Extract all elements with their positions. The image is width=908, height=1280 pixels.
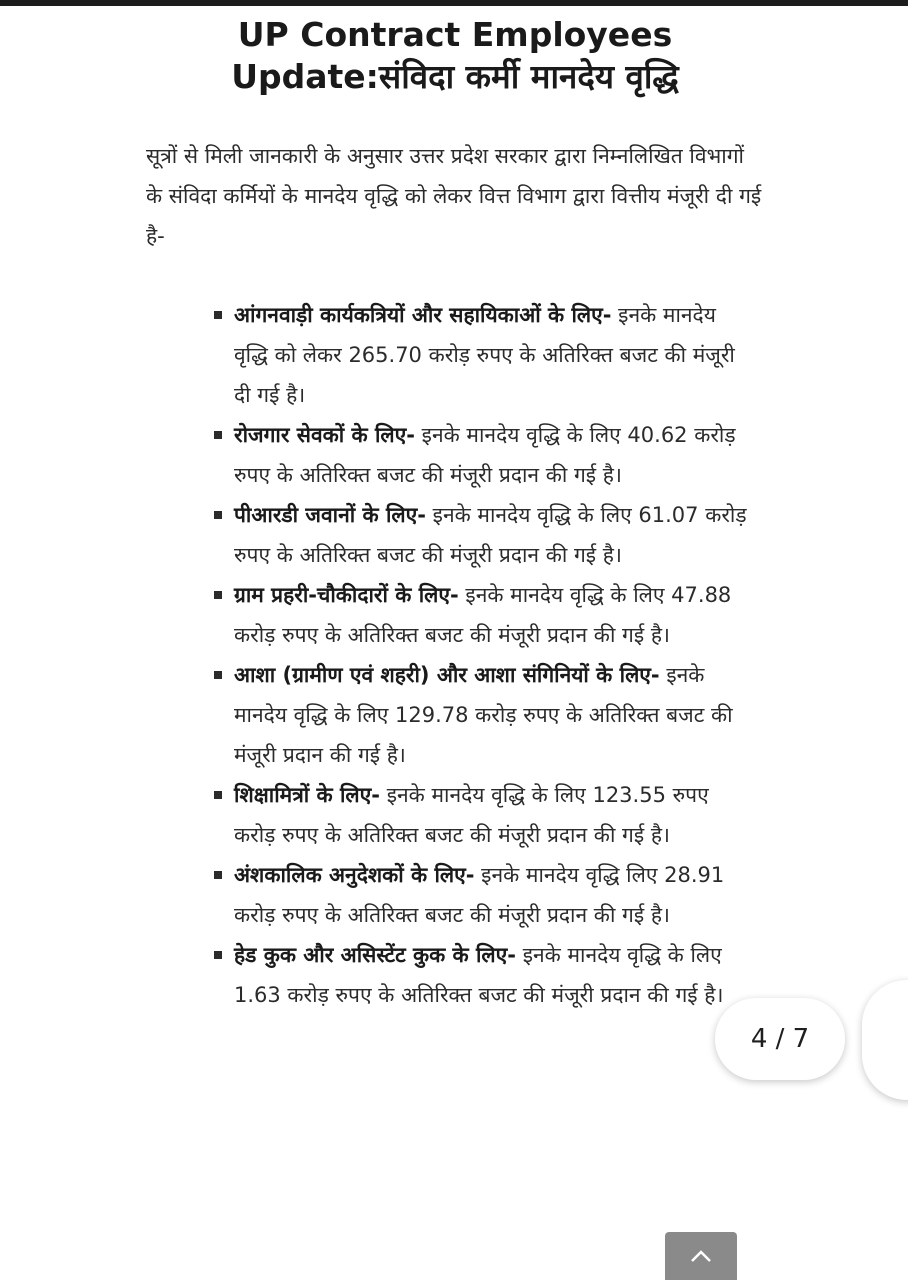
intro-paragraph: सूत्रों से मिली जानकारी के अनुसार उत्तर प्रदेश सरकार द्वारा निम्नलिखित विभागों के संविदा कर्मियों के मानदेय वृद्धि को लेकर वित्त विभाग द्वारा वित्तीय मंजूरी दी गई है- (146, 144, 762, 248)
bullet-icon (214, 871, 222, 879)
item-body: इनके मानदेय वृद्धि के लिए 1.63 करोड़ रुपए के अतिरिक्त बजट की मंजूरी प्रदान की गई है। (234, 943, 724, 1007)
item-body: इनके मानदेय वृद्धि के लिए 40.62 करोड़ रुपए के अतिरिक्त बजट की मंजूरी प्रदान की गई है। (234, 423, 736, 487)
item-head: शिक्षामित्रों के लिए- (234, 783, 380, 807)
page-counter-label: 4 / 7 (750, 1024, 810, 1054)
item-body: इनके मानदेय वृद्धि के लिए 123.55 रुपए करोड़ रुपए के अतिरिक्त बजट की मंजूरी प्रदान की गई है। (234, 783, 709, 847)
list-item (210, 495, 755, 575)
item-body: इनके मानदेय वृद्धि के लिए 61.07 करोड़ रुपए के अतिरिक्त बजट की मंजूरी प्रदान की गई है। (234, 503, 747, 567)
next-slide-button[interactable] (862, 980, 908, 1100)
item-body: इनके मानदेय वृद्धि लिए 28.91 करोड़ रुपए के अतिरिक्त बजट की मंजूरी प्रदान की गई है। (234, 863, 725, 927)
page-title (130, 14, 780, 98)
list-item (210, 855, 755, 935)
item-body: इनके मानदेय वृद्धि को लेकर 265.70 करोड़ रुपए के अतिरिक्त बजट की मंजूरी दी गई है। (234, 303, 735, 407)
chevron-up-icon (690, 1249, 712, 1263)
item-head: रोजगार सेवकों के लिए- (234, 423, 415, 447)
list-item (210, 935, 755, 1015)
bullet-icon (214, 671, 222, 679)
list-item (210, 775, 755, 855)
item-head: आशा (ग्रामीण एवं शहरी) और आशा संगिनियों के लिए- (234, 663, 660, 687)
title-line-1: UP Contract Employees (237, 15, 673, 54)
bullet-icon (214, 791, 222, 799)
item-head: हेड कुक और असिस्टेंट कुक के लिए- (234, 943, 516, 967)
item-body: इनके मानदेय वृद्धि के लिए 47.88 करोड़ रुपए के अतिरिक्त बजट की मंजूरी प्रदान की गई है। (234, 583, 732, 647)
scroll-to-top-button[interactable] (665, 1232, 737, 1280)
title-line-2: Update:संविदा कर्मी मानदेय वृद्धि (231, 57, 679, 96)
item-head: ग्राम प्रहरी-चौकीदारों के लिए- (234, 583, 459, 607)
page-counter (715, 998, 845, 1080)
bullet-icon (214, 591, 222, 599)
list-item (210, 295, 755, 415)
item-head: पीआरडी जवानों के लिए- (234, 503, 426, 527)
top-strip (0, 0, 908, 6)
list-item (210, 415, 755, 495)
item-head: अंशकालिक अनुदेशकों के लिए- (234, 863, 475, 887)
item-body: इनके मानदेय वृद्धि के लिए 129.78 करोड़ रुपए के अतिरिक्त बजट की मंजूरी प्रदान की गई है। (234, 663, 733, 767)
bullet-icon (214, 511, 222, 519)
department-list (210, 295, 755, 1015)
item-head: आंगनवाड़ी कार्यकत्रियों और सहायिकाओं के लिए- (234, 303, 612, 327)
bullet-icon (214, 951, 222, 959)
bullet-icon (214, 431, 222, 439)
list-item (210, 655, 755, 775)
list-item (210, 575, 755, 655)
bullet-icon (214, 311, 222, 319)
